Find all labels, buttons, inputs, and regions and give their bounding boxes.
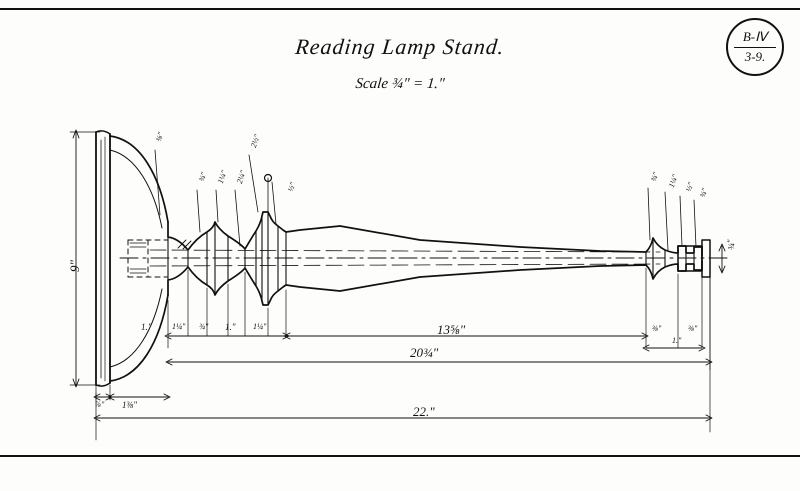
dim-seg-2: 1¼" — [172, 322, 186, 331]
dim-seg-1: 1." — [141, 322, 152, 332]
dim-seg-4: 1." — [225, 322, 236, 332]
dim-seg-3: ¾" — [199, 322, 209, 331]
drawing-sheet: Reading Lamp Stand. Scale ¾" = 1." B-Ⅳ 3-9. 9" ⅞" 1⅜" 1." 1¼" ¾" 1." 1¼" 13⅝" ⅜" 1." ⅜" ¾" 20¾" 22." ⅜" ¾" 1¼" 2¼" 2½" ½" ¾" 1¼" ½" ¾" — [0, 0, 800, 491]
dim-right-seg-2: 1." — [672, 336, 682, 345]
plate-stamp-top: B-Ⅳ — [742, 28, 768, 44]
dim-taper-length: 13⅝" — [437, 322, 466, 337]
plate-stamp-bottom: 3-9. — [744, 48, 766, 64]
extension-lines — [70, 132, 710, 440]
dimension-lines — [73, 130, 725, 421]
base-disc — [96, 131, 110, 386]
column-lower-profile — [168, 261, 702, 305]
column-upper-profile — [168, 212, 702, 256]
dim-base-thickness: ⅞" — [95, 400, 105, 409]
dim-base-width-small: 1⅜" — [122, 400, 138, 410]
dim-overall-length: 22." — [413, 404, 435, 419]
dim-right-seg-3: ⅜" — [688, 324, 698, 333]
dim-seg-5: 1¼" — [253, 322, 267, 331]
page-title: Reading Lamp Stand. — [294, 34, 506, 59]
leader-lines — [155, 150, 696, 250]
dim-shaft-to-shoulder: 20¾" — [410, 345, 439, 360]
scale-label: Scale ¾" = 1." — [354, 76, 446, 92]
dim-right-seg-1: ⅜" — [652, 324, 662, 333]
